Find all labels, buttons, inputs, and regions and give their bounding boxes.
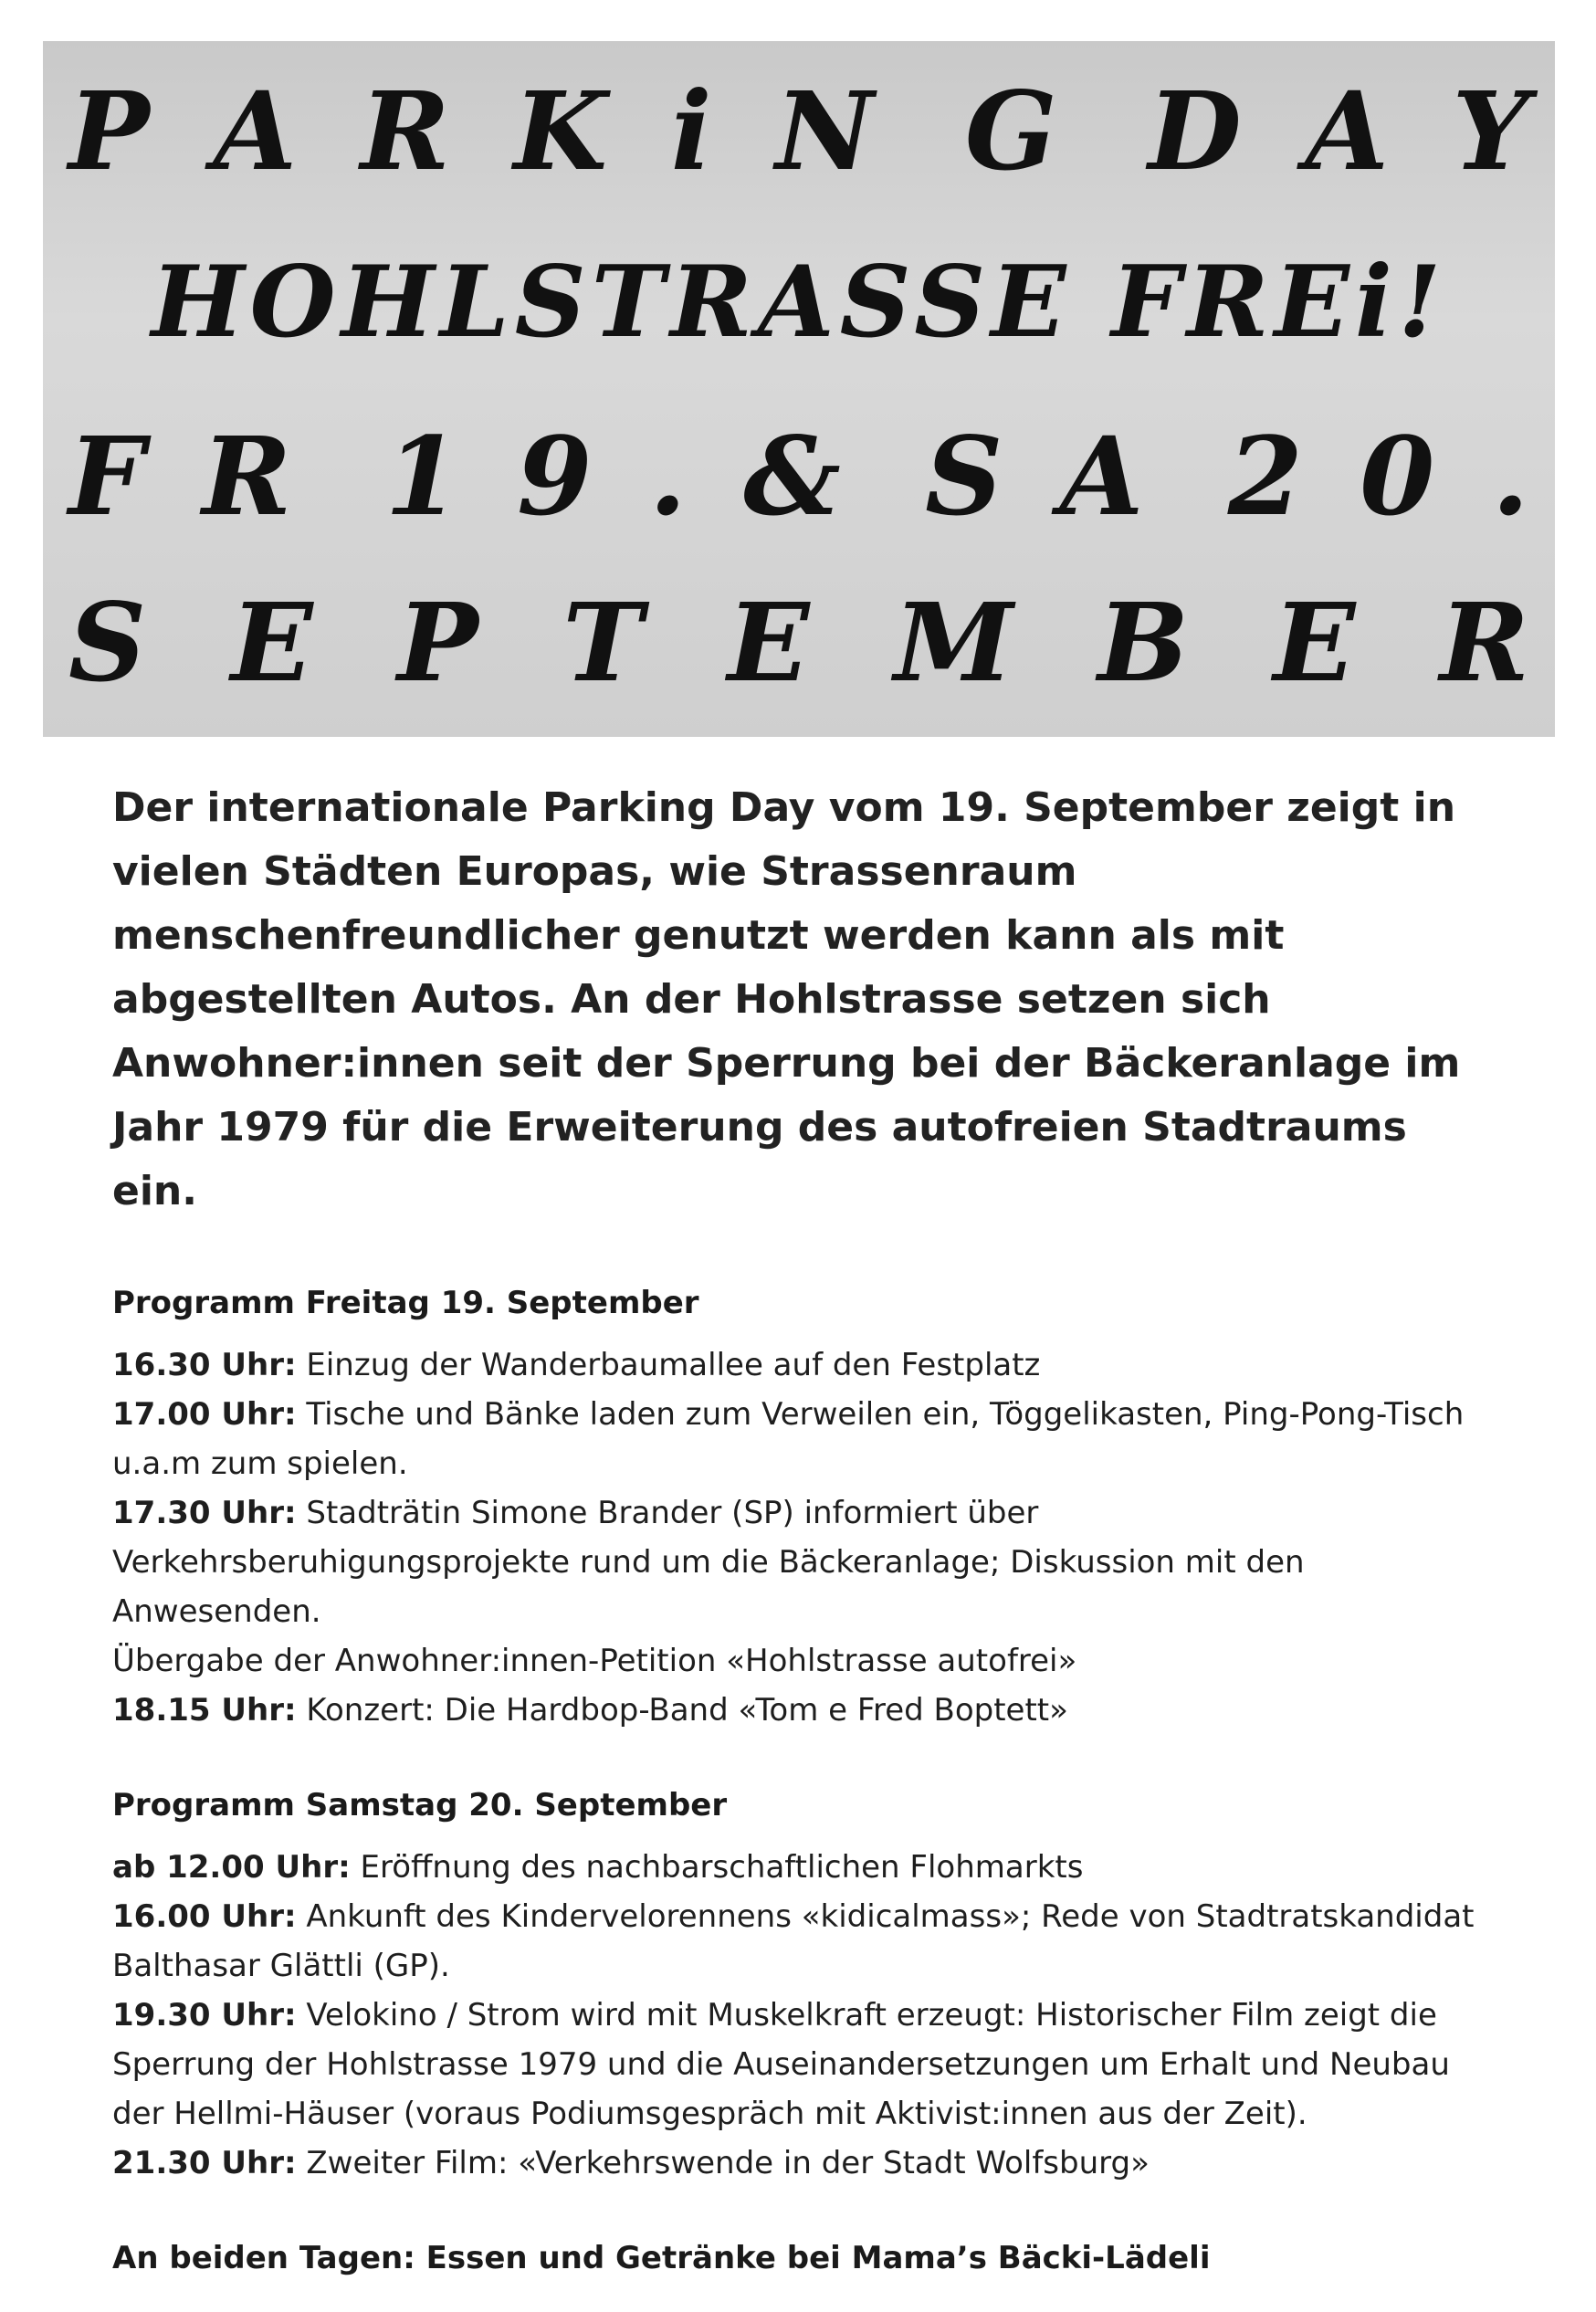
banner-letter: N <box>775 68 875 194</box>
banner-letter: 1 <box>384 413 460 540</box>
banner-letter: S <box>925 413 1003 540</box>
program-time: 16.00 Uhr: <box>112 1898 297 1935</box>
program-item <box>112 1636 1500 1686</box>
parking-day-banner <box>43 41 1555 737</box>
program-time: 16.30 Uhr: <box>112 1347 297 1383</box>
program-time: 21.30 Uhr: <box>112 2145 297 2181</box>
program-text: Übergabe der Anwohner:innen-Petition «Hohlstrasse autofrei» <box>112 1643 1077 1679</box>
banner-line-2 <box>43 245 1555 360</box>
program-item <box>112 1686 1500 1735</box>
banner-letter: P <box>397 579 478 706</box>
program-text: Einzug der Wanderbaumallee auf den Festplatz <box>296 1347 1041 1383</box>
program-text: Konzert: Die Hardbop-Band «Tom e Fred Boptett» <box>296 1692 1068 1729</box>
footer-note: An beiden Tagen: Essen und Getränke bei Mama’s Bäcki-Lädeli <box>112 2240 1211 2276</box>
banner-letter: . <box>1491 413 1529 540</box>
program-time: 17.00 Uhr: <box>112 1396 297 1433</box>
program-item <box>112 2139 1500 2188</box>
program-time: 17.30 Uhr: <box>112 1495 297 1531</box>
banner-letter: K <box>513 68 608 194</box>
banner-letter: A <box>1305 68 1389 194</box>
program-item <box>112 1390 1500 1488</box>
banner-letter: Y <box>1452 68 1529 194</box>
program-item <box>112 1991 1500 2139</box>
banner-line-4 <box>43 579 1555 706</box>
program-item <box>112 1340 1500 1390</box>
program-text: Tische und Bänke laden zum Verweilen ein, Töggelikasten, Ping-Pong-Tisch u.a.m zum spielen. <box>112 1396 1465 1482</box>
program-text: Zweiter Film: «Verkehrswende in der Stadt Wolfsburg» <box>296 2145 1150 2181</box>
program-item <box>112 1843 1500 1892</box>
banner-letter: 9 <box>517 413 593 540</box>
friday-program-list <box>112 1340 1500 1735</box>
banner-letter: i <box>670 68 712 194</box>
banner-letter: D <box>1148 68 1242 194</box>
banner-letter: 2 <box>1227 413 1303 540</box>
banner-letter: . <box>648 413 687 540</box>
banner-line-3 <box>43 413 1555 540</box>
banner-letter: T <box>562 579 644 706</box>
banner-letter: B <box>1097 579 1189 706</box>
banner-letter: R <box>1439 579 1529 706</box>
banner-letter: E <box>230 579 313 706</box>
banner-letter: A <box>1059 413 1144 540</box>
banner-letter: E <box>1273 579 1356 706</box>
friday-program-title: Programm Freitag 19. September <box>112 1285 699 1321</box>
banner-line-1 <box>43 68 1555 194</box>
banner-letter: F <box>68 413 145 540</box>
banner-letter: 0 <box>1360 413 1435 540</box>
banner-letter: R <box>202 413 292 540</box>
banner-letter: E <box>727 579 810 706</box>
program-text: Ankunft des Kindervelorennens «kidicalmass»; Rede von Stadtratskandidat Balthasar Glättli (GP). <box>112 1898 1475 1984</box>
program-text: Stadträtin Simone Brander (SP) informiert über Verkehrsberuhigungsprojekte rund um die Bäckeranlage; Diskussion mit den Anwesenden. <box>112 1495 1305 1630</box>
program-item <box>112 1488 1500 1636</box>
flyer-content <box>112 776 1500 2312</box>
banner-letter: S <box>68 579 147 706</box>
program-time: ab 12.00 Uhr: <box>112 1849 351 1886</box>
program-time: 19.30 Uhr: <box>112 1997 297 2034</box>
banner-letter: A <box>213 68 297 194</box>
intro-paragraph: Der internationale Parking Day vom 19. September zeigt in vielen Städten Europas, wie Strassenraum menschenfreundlicher genutzt werden kann als mit abgestellten Autos. An der Hohlstrasse setzen sich Anwohner:innen seit der Sperrung bei der Bäckeranlage im Jahr 1979 für die Erweiterung des autofreien Stadtraums ein. <box>112 784 1461 1214</box>
saturday-program-list <box>112 1843 1500 2188</box>
program-text: Velokino / Strom wird mit Muskelkraft erzeugt: Historischer Film zeigt die Sperrung der Hohlstrasse 1979 und die Auseinandersetzungen um Erhalt und Neubau der Hellmi-Häuser (voraus Podiumsgespräch mit Aktivist:innen aus der Zeit). <box>112 1997 1450 2132</box>
banner-letter: R <box>360 68 450 194</box>
banner-letter: G <box>964 68 1057 194</box>
saturday-program-title: Programm Samstag 20. September <box>112 1787 728 1823</box>
banner-letter: M <box>894 579 1013 706</box>
program-item <box>112 1892 1500 1991</box>
banner-letter: P <box>68 68 150 194</box>
program-time: 18.15 Uhr: <box>112 1692 297 1729</box>
banner-letter: & <box>743 413 841 540</box>
program-text: Eröffnung des nachbarschaftlichen Flohmarkts <box>350 1849 1084 1886</box>
banner-text: HOHLSTRASSE FREi! <box>151 245 1447 360</box>
